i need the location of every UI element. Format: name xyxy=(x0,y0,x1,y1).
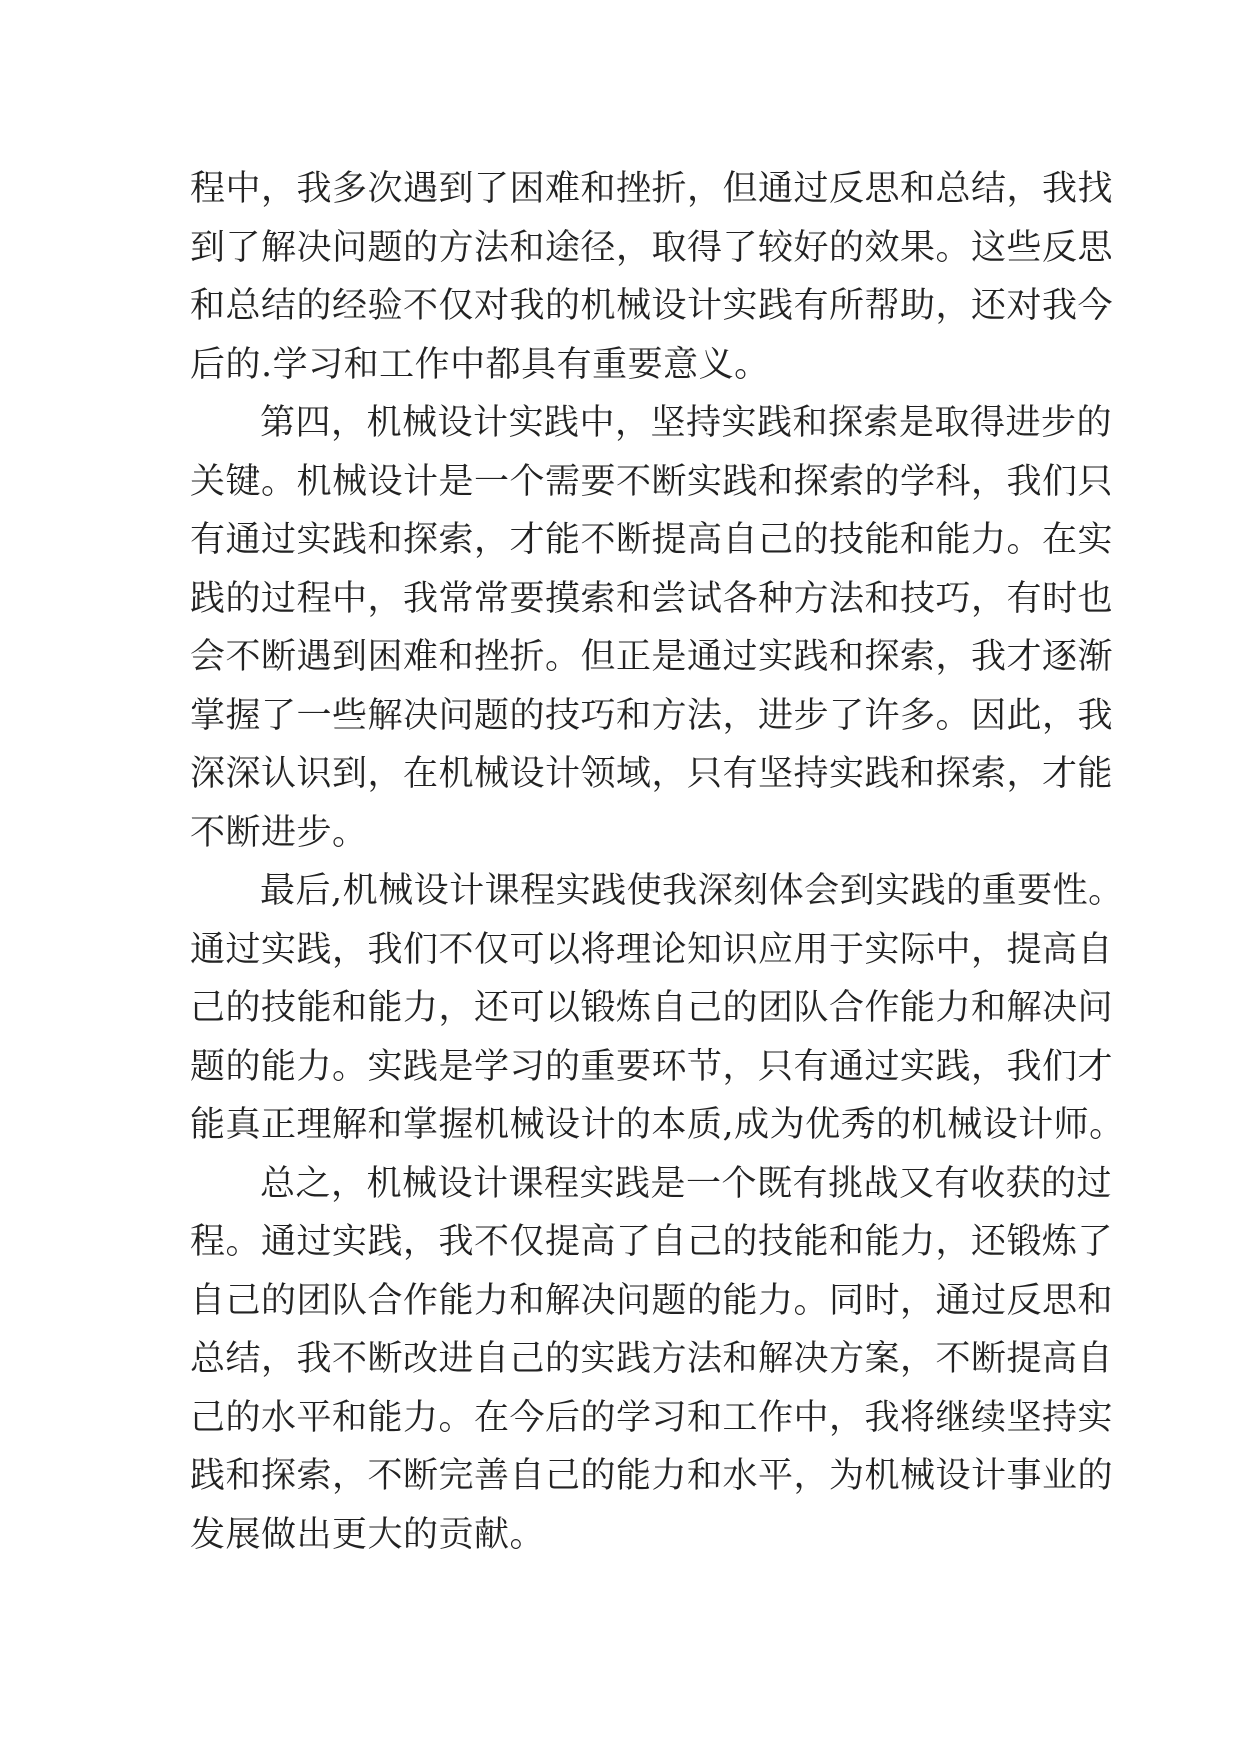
text-line: 最后,机械设计课程实践使我深刻体会到实践的重要性。 xyxy=(260,871,1124,911)
body-text xyxy=(190,160,1125,1564)
text-line: 程。通过实践，我不仅提高了自己的技能和能力，还锻炼了 xyxy=(190,1222,1114,1262)
text-line: 自己的团队合作能力和解决问题的能力。同时，通过反思和 xyxy=(190,1280,1114,1321)
text-line: 不断进步。 xyxy=(190,812,368,853)
text-line: 通过实践，我们不仅可以将理论知识应用于实际中，提高自 xyxy=(190,929,1114,970)
text-line: 践和探索，不断完善自己的能力和水平，为机械设计事业的 xyxy=(190,1456,1114,1496)
text-line: 和总结的经验不仅对我的机械设计实践有所帮助，还对我今 xyxy=(190,286,1114,326)
text-line: 第四，机械设计实践中，坚持实践和探索是取得进步的 xyxy=(260,403,1113,443)
text-line: 会不断遇到困难和挫折。但正是通过实践和探索，我才逐渐 xyxy=(190,637,1114,677)
text-line: 总之，机械设计课程实践是一个既有挑战又有收获的过 xyxy=(260,1163,1113,1204)
text-line: 践的过程中，我常常要摸索和尝试各种方法和技巧，有时也 xyxy=(190,578,1114,619)
text-line: 能真正理解和掌握机械设计的本质,成为优秀的机械设计师。 xyxy=(190,1105,1125,1145)
text-line: 己的技能和能力，还可以锻炼自己的团队合作能力和解决问 xyxy=(190,988,1114,1028)
text-line: 深深认识到，在机械设计领域，只有坚持实践和探索，才能 xyxy=(190,754,1114,794)
text-line: 到了解决问题的方法和途径，取得了较好的效果。这些反思 xyxy=(190,227,1114,268)
text-line: 掌握了一些解决问题的技巧和方法，进步了许多。因此，我 xyxy=(190,695,1114,736)
text-line: 己的水平和能力。在今后的学习和工作中，我将继续坚持实 xyxy=(190,1397,1114,1438)
text-line: 关键。机械设计是一个需要不断实践和探索的学科，我们只 xyxy=(190,461,1114,502)
text-line: 发展做出更大的贡献。 xyxy=(190,1514,546,1555)
text-line: 有通过实践和探索，才能不断提高自己的技能和能力。在实 xyxy=(190,520,1114,560)
text-line: 程中，我多次遇到了困难和挫折，但通过反思和总结，我找 xyxy=(190,169,1114,209)
text-line: 后的.学习和工作中都具有重要意义。 xyxy=(190,344,770,385)
text-line: 题的能力。实践是学习的重要环节，只有通过实践，我们才 xyxy=(190,1046,1114,1087)
text-line: 总结，我不断改进自己的实践方法和解决方案，不断提高自 xyxy=(190,1339,1114,1379)
